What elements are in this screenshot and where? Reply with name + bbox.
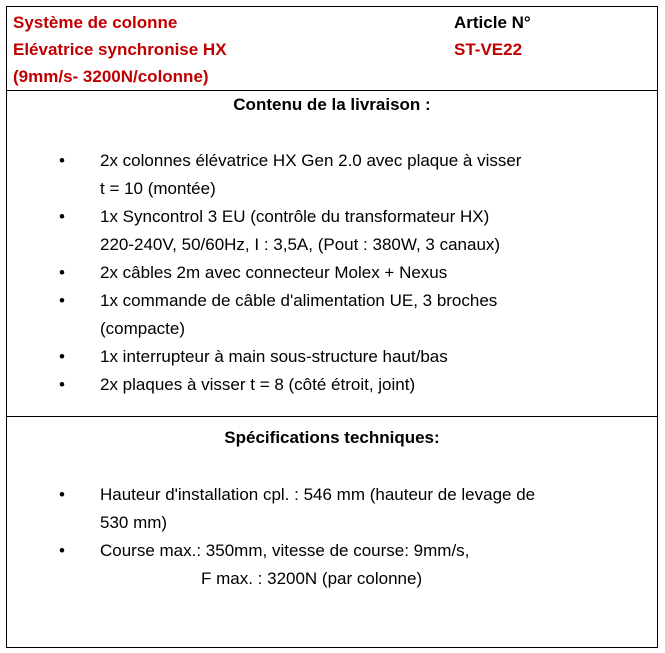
divider	[7, 90, 657, 91]
bullet-icon: •	[59, 263, 65, 282]
list-item	[7, 287, 657, 343]
bullet-icon: •	[59, 207, 65, 226]
article-block	[454, 9, 531, 63]
item-text: Course max.: 350mm, vitesse de course: 9mm/s,	[100, 541, 470, 560]
product-title	[13, 9, 227, 90]
item-text-cont: (compacte)	[100, 319, 186, 338]
item-text-cont: t = 10 (montée)	[100, 179, 216, 198]
specs-title: Spécifications techniques:	[224, 428, 440, 447]
bullet-icon: •	[59, 291, 65, 310]
bullet-icon: •	[59, 347, 65, 366]
specs-list	[7, 481, 657, 593]
item-text: 2x colonnes élévatrice HX Gen 2.0 avec plaque à visser	[100, 151, 522, 170]
list-item	[7, 259, 657, 287]
item-text: 2x plaques à visser t = 8 (côté étroit, joint)	[100, 375, 416, 394]
delivery-list	[7, 147, 657, 399]
item-text: 2x câbles 2m avec connecteur Molex + Nexus	[100, 263, 448, 282]
product-title-line: Système de colonne	[13, 13, 178, 32]
divider	[7, 416, 657, 417]
list-item	[7, 147, 657, 203]
item-text: 1x commande de câble d'alimentation UE, 3 broches	[100, 291, 498, 310]
bullet-icon: •	[59, 151, 65, 170]
bullet-icon: •	[59, 375, 65, 394]
product-title-line: Elévatrice synchronise HX	[13, 40, 227, 59]
article-number: ST-VE22	[454, 40, 523, 59]
list-item	[7, 537, 657, 593]
item-text: Hauteur d'installation cpl. : 546 mm (hauteur de levage de	[100, 485, 536, 504]
header	[7, 7, 657, 90]
spec-sheet	[6, 6, 658, 648]
item-text-cont: 220-240V, 50/60Hz, I : 3,5A, (Pout : 380W, 3 canaux)	[100, 235, 501, 254]
item-text-cont: F max. : 3200N (par colonne)	[201, 569, 423, 588]
item-text: 1x Syncontrol 3 EU (contrôle du transformateur HX)	[100, 207, 490, 226]
delivery-title: Contenu de la livraison :	[233, 95, 431, 114]
bullet-icon: •	[59, 485, 65, 504]
list-item	[7, 481, 657, 537]
item-text-cont: 530 mm)	[100, 513, 168, 532]
product-title-line: (9mm/s- 3200N/colonne)	[13, 67, 209, 86]
list-item	[7, 371, 657, 399]
article-label: Article N°	[454, 13, 531, 32]
item-text: 1x interrupteur à main sous-structure haut/bas	[100, 347, 448, 366]
list-item	[7, 203, 657, 259]
list-item	[7, 343, 657, 371]
bullet-icon: •	[59, 541, 65, 560]
